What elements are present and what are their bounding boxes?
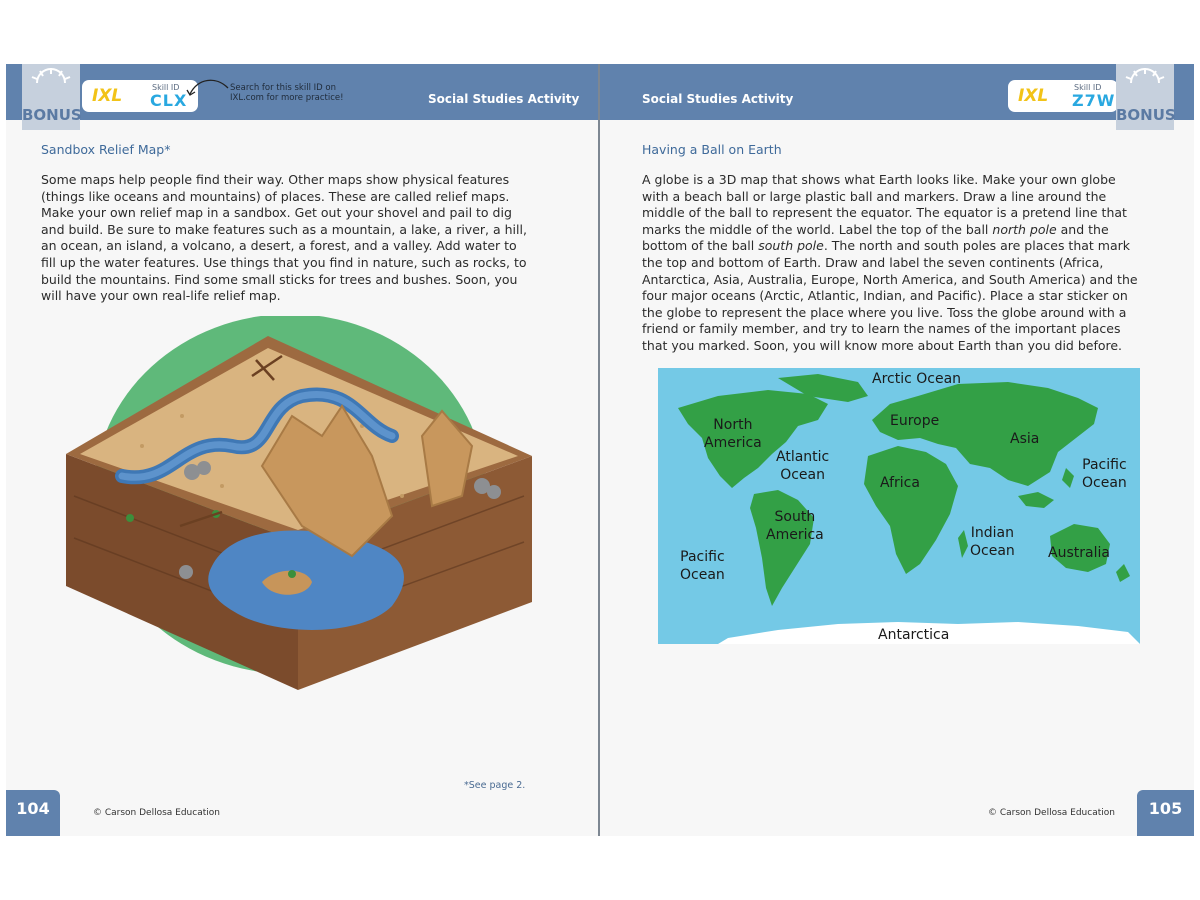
ixl-skill-badge[interactable] <box>82 80 198 112</box>
search-note-line2: IXL.com for more practice! <box>230 93 344 103</box>
body-text-2: and the bottom of the ball <box>642 221 1109 254</box>
section-label: Social Studies Activity <box>428 92 580 106</box>
label-africa: Africa <box>880 475 920 491</box>
label-arctic-ocean: Arctic Ocean <box>872 371 962 387</box>
label-pacific-ocean-east <box>1082 456 1127 492</box>
sunburst-icon <box>1125 68 1165 84</box>
bonus-label: BONUS <box>1116 106 1176 124</box>
sunburst-icon <box>31 68 71 84</box>
label-indian-ocean <box>970 524 1015 560</box>
skill-id-label: Skill ID <box>152 83 180 92</box>
world-map-graphic <box>658 368 1140 644</box>
body-text-3: . The north and south poles are places that mark the top and bottom of Earth. Draw and label the seven continents (Africa, Antarctica, Asia, Australia, Europe, North America, and South America) and the four major oceans (Arctic, Atlantic, Indian, and Pacific). Place a star sticker on the globe to represent the place where you live. Toss the globe around with a friend or family member, and try to learn the names of the important places that you marked. Soon, you will know more about Earth than you did before. <box>642 238 1138 353</box>
body-italic-north-pole: north pole <box>992 221 1057 237</box>
search-note <box>230 83 344 103</box>
bonus-tab <box>1116 64 1174 130</box>
label-antarctica: Antarctica <box>878 627 950 643</box>
ixl-logo: IXL <box>92 86 123 106</box>
label-indian-line2: Ocean <box>970 543 1015 559</box>
label-south-america-line1: South <box>774 509 816 525</box>
label-indian-line1: Indian <box>970 525 1015 541</box>
sandbox-relief-map-illustration <box>62 316 542 716</box>
activity-heading: Sandbox Relief Map* <box>41 142 171 157</box>
activity-heading: Having a Ball on Earth <box>642 142 782 157</box>
label-north-america-line2: America <box>704 435 762 451</box>
copyright-footer: © Carson Dellosa Education <box>988 808 1115 818</box>
label-pacific-east-line1: Pacific <box>1082 457 1127 473</box>
label-south-america-line2: America <box>766 527 824 543</box>
label-pacific-west-line1: Pacific <box>680 549 725 565</box>
label-pacific-ocean-west <box>680 548 725 584</box>
label-atlantic-line1: Atlantic <box>776 449 830 465</box>
label-australia: Australia <box>1048 545 1110 561</box>
label-south-america <box>766 508 824 544</box>
section-label: Social Studies Activity <box>642 92 794 106</box>
bonus-label: BONUS <box>22 106 82 124</box>
right-page <box>600 64 1194 836</box>
page-number: 104 <box>6 790 60 836</box>
skill-id-code: Z7W <box>1072 91 1116 110</box>
skill-id-label: Skill ID <box>1074 83 1102 92</box>
label-europe: Europe <box>890 413 940 429</box>
label-asia: Asia <box>1010 431 1040 447</box>
curved-arrow-icon <box>186 78 232 102</box>
world-map <box>658 368 1140 644</box>
page-number: 105 <box>1137 790 1194 836</box>
label-pacific-west-line2: Ocean <box>680 567 725 583</box>
copyright-footer: © Carson Dellosa Education <box>93 808 220 818</box>
bonus-tab <box>22 64 80 130</box>
ixl-skill-badge[interactable] <box>1008 80 1118 112</box>
label-north-america-line1: North <box>713 417 753 433</box>
see-page-note: *See page 2. <box>464 780 526 791</box>
activity-body: Some maps help people find their way. Other maps show physical features (things like oceans and mountains) of places. These are called relief maps. Make your own relief map in a sandbox. Get out your shovel and pail to dig and build. Be sure to make features such as a mountain, a lake, a river, a hill, an ocean, an island, a volcano, a desert, a forest, and a valley. Add water to fill up the water features. Use things that you find in nature, such as rocks, to build the mountains. Find some small sticks for trees and bushes. Soon, you will have your own real-life relief map. <box>41 172 527 304</box>
search-note-line1: Search for this skill ID on <box>230 83 336 93</box>
activity-body <box>642 172 1138 355</box>
label-pacific-east-line2: Ocean <box>1082 475 1127 491</box>
label-north-america <box>704 416 762 452</box>
skill-id-code: CLX <box>150 91 188 110</box>
label-atlantic-line2: Ocean <box>780 467 826 483</box>
body-italic-south-pole: south pole <box>758 238 824 254</box>
ixl-logo: IXL <box>1018 86 1049 106</box>
body-text-1: A globe is a 3D map that shows what Earth looks like. Make your own globe with a beach ball or large plastic ball and markers. Draw a line around the middle of the ball to represent the equator. The equator is a pretend line that marks the middle of the world. Label the top of the ball <box>642 172 1127 237</box>
label-atlantic-ocean <box>776 448 829 484</box>
left-page <box>6 64 598 836</box>
